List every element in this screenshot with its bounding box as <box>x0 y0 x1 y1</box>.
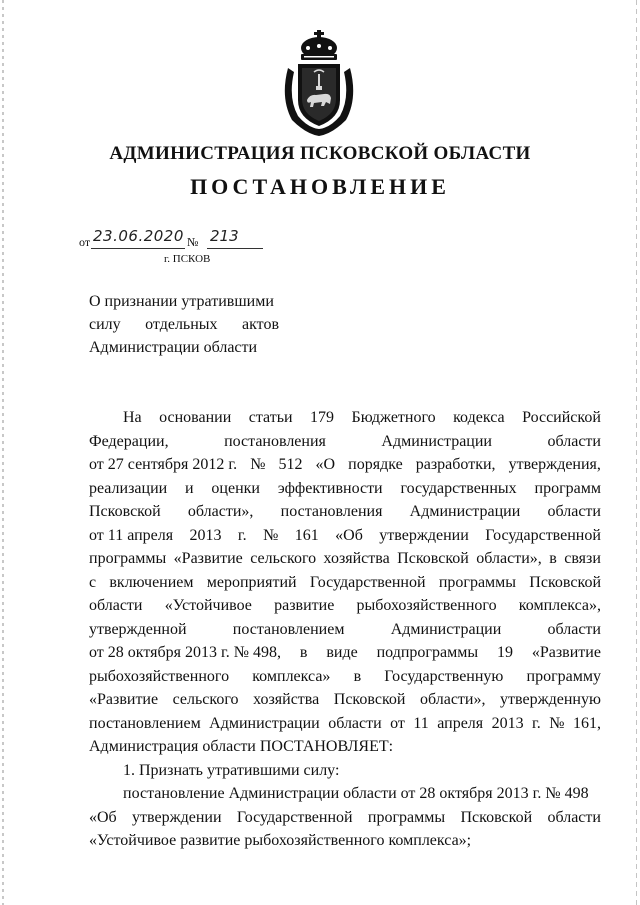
body-word: программу <box>526 667 601 685</box>
subject-word: О признании утратившими <box>89 293 274 310</box>
body-word: программы <box>438 573 517 591</box>
body-word: кодекса <box>453 409 505 426</box>
body-word: На <box>123 409 142 426</box>
body-word: утверждении <box>379 526 469 544</box>
body-line <box>89 406 601 430</box>
body-line <box>89 524 601 548</box>
body-word: Государственную <box>384 667 504 685</box>
body-word: утверждении <box>132 808 222 826</box>
body-word: № <box>549 714 565 732</box>
body-word: апреля <box>437 714 484 732</box>
body-word: области», <box>187 503 254 520</box>
body-line <box>89 782 601 806</box>
body-word: области <box>547 620 601 638</box>
body-word: связи <box>564 550 601 567</box>
document-subject <box>89 290 279 359</box>
subject-word: Администрации области <box>89 339 258 356</box>
body-word: постановлением <box>89 714 201 732</box>
body-word: г. <box>532 714 541 732</box>
body-line <box>89 806 601 830</box>
date-label: от <box>79 235 91 249</box>
body-line <box>89 735 601 759</box>
body-word: мероприятий <box>206 573 297 591</box>
body-word: 161, <box>572 714 601 732</box>
body-word: области», <box>420 691 486 708</box>
body-line <box>89 430 601 454</box>
body-word: Государственной <box>236 808 353 826</box>
body-word: 161 <box>294 526 319 544</box>
body-word: эффективности <box>277 479 383 497</box>
body-word: Администрации <box>409 503 521 520</box>
body-word: хозяйства <box>253 691 320 708</box>
subject-word: отдельных <box>145 316 218 333</box>
body-word: в <box>353 667 362 685</box>
body-word: № <box>263 526 279 544</box>
body-word: Государственной <box>485 526 601 544</box>
body-word: государственных <box>400 479 517 497</box>
body-line <box>89 453 601 477</box>
body-word: основании <box>159 409 232 426</box>
subject-word: силу <box>89 316 121 333</box>
body-word: постановлением <box>232 620 345 638</box>
body-word: разработки, <box>415 456 496 473</box>
body-word: Администрации <box>381 432 492 450</box>
body-word: рыбохозяйственного <box>356 597 497 614</box>
body-line <box>89 594 601 618</box>
body-word: 2013 <box>189 526 222 544</box>
body-word: Администрации <box>390 620 502 638</box>
body-word: виде <box>326 644 358 661</box>
document-type-title: ПОСТАНОВЛЕНИЕ <box>190 174 450 199</box>
body-word: реализации <box>89 479 168 497</box>
body-line <box>89 477 601 501</box>
body-line <box>89 500 601 524</box>
body-word: оценки <box>211 479 260 497</box>
body-line <box>89 759 601 783</box>
body-word: в <box>549 550 557 567</box>
scan-edge-right <box>636 0 637 905</box>
body-word: «Развитие <box>89 691 159 708</box>
body-word: «Развитие <box>531 644 601 661</box>
date-value: 23.06.2020 <box>93 227 184 245</box>
body-word: 1. Признать утратившими силу: <box>123 761 340 779</box>
body-word: статьи <box>248 409 293 426</box>
scan-edge-left <box>2 0 4 905</box>
body-word: постановление Администрации области от 28 октября 2013 г. № 498 <box>123 785 589 802</box>
body-word: Псковской <box>460 808 533 826</box>
body-word: «О <box>315 456 336 473</box>
body-word: Государственной <box>309 573 426 591</box>
body-word: в <box>299 644 308 661</box>
number-underline <box>207 248 263 249</box>
body-word: постановления <box>280 503 383 520</box>
body-line <box>89 641 601 665</box>
body-word: области <box>89 597 143 614</box>
city-label: г. ПСКОВ <box>164 253 211 265</box>
body-word: сельского <box>172 691 239 708</box>
body-word: хозяйства <box>323 550 390 567</box>
body-word: Псковской <box>333 691 406 708</box>
coat-of-arms-icon <box>276 28 362 138</box>
subject-line <box>89 313 279 336</box>
body-word: и <box>185 479 194 497</box>
document-body <box>89 406 601 853</box>
body-word: утвержденной <box>89 620 187 638</box>
body-word: программ <box>534 479 601 497</box>
body-word: подпрограммы <box>376 644 479 661</box>
body-word: 2013 <box>491 714 524 732</box>
body-word: программы <box>89 550 167 567</box>
body-word: от 28 октября 2013 г. № 498, <box>89 644 282 661</box>
body-word: от <box>390 714 405 732</box>
body-word: комплекса» <box>252 667 331 685</box>
body-word: «Устойчивое развитие рыбохозяйственного комплекса»; <box>89 832 472 849</box>
body-word: г. <box>237 526 247 544</box>
body-word: Псковской <box>529 573 601 591</box>
body-word: утвержденную <box>500 691 601 708</box>
body-line <box>89 829 601 853</box>
body-line <box>89 665 601 689</box>
body-word: области <box>547 808 601 826</box>
body-word: сельского <box>250 550 317 567</box>
body-word: Федерации, <box>89 432 169 450</box>
body-word: 19 <box>496 644 513 661</box>
subject-word: актов <box>242 316 279 333</box>
body-line <box>89 547 601 571</box>
body-word: области <box>547 503 601 520</box>
body-word: включением <box>109 573 194 591</box>
body-word: 512 <box>278 456 303 473</box>
body-word: Администрации <box>209 714 320 732</box>
body-word: 11 <box>413 714 429 732</box>
body-word: области <box>547 432 601 450</box>
body-word: Псковской <box>397 550 469 567</box>
body-word: постановления <box>224 432 326 450</box>
body-word: порядке <box>348 456 403 473</box>
body-word: с <box>89 573 97 591</box>
body-word: рыбохозяйственного <box>89 667 230 685</box>
body-word: 179 <box>310 409 335 426</box>
body-line <box>89 712 601 736</box>
body-word: «Об <box>89 808 117 826</box>
body-word: области <box>328 714 382 732</box>
body-word: развитие <box>274 597 335 614</box>
body-word: «Устойчивое <box>164 597 252 614</box>
number-label: № <box>187 235 199 249</box>
body-word: Псковской <box>89 503 161 520</box>
body-word: от 11 апреля <box>89 526 174 544</box>
body-word: Бюджетного <box>351 409 436 426</box>
body-word: комплекса», <box>518 597 601 614</box>
body-word: № <box>250 456 266 473</box>
subject-line <box>89 336 279 359</box>
body-line <box>89 688 601 712</box>
body-line <box>89 571 601 595</box>
body-word: Российской <box>522 409 601 426</box>
body-word: «Развитие <box>173 550 243 567</box>
date-number-line <box>79 228 264 250</box>
organization-title: АДМИНИСТРАЦИЯ ПСКОВСКОЙ ОБЛАСТИ <box>109 143 531 164</box>
body-word: «Об <box>335 526 363 544</box>
subject-line <box>89 290 279 313</box>
body-word: от 27 сентября 2012 г. <box>89 456 238 473</box>
date-underline <box>91 248 185 249</box>
body-word: программы <box>367 808 446 826</box>
body-word: Администрация области ПОСТАНОВЛЯЕТ: <box>89 738 394 755</box>
body-word: утверждения, <box>508 456 601 473</box>
body-word: области», <box>476 550 542 567</box>
body-line <box>89 618 601 642</box>
number-value: 213 <box>210 227 239 245</box>
